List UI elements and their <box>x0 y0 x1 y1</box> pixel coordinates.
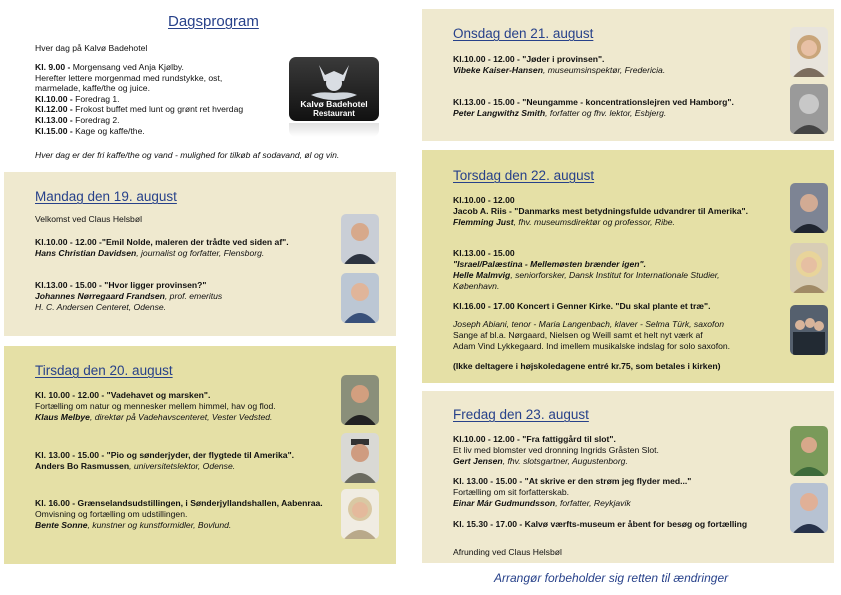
speaker-photo <box>790 426 828 476</box>
daily-text: Herefter lettere morgenmad med rundstykke, ost, <box>35 72 223 83</box>
monday-talk2-speaker: Johannes Nørregaard Frandsen <box>35 291 165 301</box>
friday-talk2-role: , forfatter, Reykjavik <box>555 498 631 508</box>
tuesday-talk1-desc: Fortælling om natur og mennesker mellem himmel, hav og flod. <box>35 401 276 411</box>
daily-time: Kl. 9.00 - <box>35 62 71 72</box>
speaker-photo <box>341 489 379 539</box>
speaker-photo <box>790 243 828 293</box>
thursday-talk2-role2: København. <box>453 281 500 291</box>
daily-schedule <box>35 62 243 136</box>
speaker-photo <box>341 375 379 425</box>
monday-talk2-role2: H. C. Andersen Centeret, Odense. <box>35 302 167 312</box>
tuesday-talk3-speaker: Bente Sonne <box>35 520 88 530</box>
friday-talk2-title: Kl. 13.00 - 15.00 - "At skrive er den strøm jeg flyder med..." <box>453 476 692 486</box>
daily-text: Foredrag 1. <box>72 93 120 104</box>
daily-text: Frokost buffet med lunt og grønt ret hverdag <box>72 104 244 115</box>
people-icon <box>790 305 828 355</box>
thursday-talk2-title: "Israel/Palæstina - Mellemøsten brænder igen". <box>453 259 646 269</box>
speaker-photo <box>790 84 828 134</box>
tuesday-talk2-title: Kl. 13.00 - 15.00 - "Pio og sønderjyder, der flygtede til Amerika". <box>35 450 295 460</box>
person-icon <box>341 375 379 425</box>
tuesday-talk1-title: Kl. 10.00 - 12.00 - "Vadehavet og marsken". <box>35 390 211 400</box>
friday-talk2-desc: Fortælling om sit forfatterskab. <box>453 487 570 497</box>
daily-text: Foredrag 2. <box>72 114 120 125</box>
daily-text: Kage og kaffe/the. <box>72 125 145 136</box>
person-icon <box>790 84 828 134</box>
daily-intro: Hver dag på Kalvø Badehotel <box>35 43 148 53</box>
group-photo <box>790 305 828 355</box>
tuesday-talk2-role: , universitetslektor, Odense. <box>129 461 236 471</box>
speaker-photo <box>790 483 828 533</box>
thursday-talk1-role: , fhv. museumsdirektør og professor, Ribe. <box>513 217 675 227</box>
thursday-talk3-title: Kl.16.00 - 17.00 Koncert i Genner Kirke. "Du skal plante et træ". <box>453 301 711 311</box>
monday-talk1-role: , journalist og forfatter, Flensborg. <box>136 248 265 258</box>
person-icon <box>790 483 828 533</box>
friday-talk1-desc: Et liv med blomster ved dronning Ingrids Gråsten Slot. <box>453 445 659 455</box>
monday-talk2-title: Kl.13.00 - 15.00 - "Hvor ligger provinsen?" <box>35 280 207 290</box>
tuesday-talk3-role: , kunstner og kunstformidler, Bovlund. <box>87 520 232 530</box>
logo-name: Kalvø Badehotel <box>300 99 368 109</box>
thursday-talk1-speaker: Flemming Just <box>453 217 514 227</box>
thursday-talk3-desc: Sange af bl.a. Nørgaard, Nielsen og Weill samt et helt nyt værk af <box>453 330 703 340</box>
daily-text: Morgensang ved Anja Kjølby. <box>70 62 184 72</box>
speaker-photo <box>790 27 828 77</box>
daily-time: Kl.15.00 - <box>35 125 73 136</box>
restaurant-logo <box>289 57 379 121</box>
friday-talk1-role: , fhv. slotsgartner, Augustenborg. <box>502 456 628 466</box>
wednesday-talk1-speaker: Vibeke Kaiser-Hansen <box>453 65 543 75</box>
tuesday-talk3-title: Kl. 16.00 - Grænselandsudstillingen, i Sønderjyllandshallen, Aabenraa. <box>35 498 323 508</box>
person-icon <box>341 433 379 483</box>
tuesday-talk2-speaker: Anders Bo Rasmussen <box>35 461 130 471</box>
wednesday-talk2-role: , forfatter og fhv. lektor, Esbjerg. <box>545 108 667 118</box>
person-icon <box>790 27 828 77</box>
thursday-note: (Ikke deltagere i højskoledagene entré kr.75, som betales i kirken) <box>453 361 721 371</box>
thursday-talk2-time: Kl.13.00 - 15.00 <box>453 248 515 258</box>
speaker-photo <box>341 273 379 323</box>
speaker-photo <box>341 433 379 483</box>
thursday-talk1-title: Jacob A. Riis - "Danmarks mest betydningsfulde udvandrer til Amerika". <box>453 206 749 216</box>
person-icon <box>790 183 828 233</box>
tuesday-talk1-role: , direktør på Vadehavscenteret, Vester Vedsted. <box>89 412 273 422</box>
daily-time: Kl.10.00 - <box>35 93 73 104</box>
thursday-talk3-desc: Adam Vind Lykkegaard. Ind imellem musikalske indslag for solo saxofon. <box>453 341 731 351</box>
thursday-talk2-role: , seniorforsker, Dansk Institut for Internationale Studier, <box>510 270 720 280</box>
friday-talk3-title: Kl. 15.30 - 17.00 - Kalvø værfts-museum er åbent for besøg og fortælling <box>453 519 748 529</box>
tuesday-talk3-desc: Omvisning og fortælling om udstillingen. <box>35 509 188 519</box>
page-title: Dagsprogram <box>168 13 259 30</box>
thursday-talk3-performers: Joseph Abiani, tenor - Maria Langenbach, klaver - Selma Türk, saxofon <box>453 319 725 329</box>
wednesday-title: Onsdag den 21. august <box>453 26 594 41</box>
speaker-photo <box>790 183 828 233</box>
thursday-talk2-speaker: Helle Malmvig <box>453 270 511 280</box>
monday-talk2-role: , prof. emeritus <box>164 291 223 301</box>
daily-time: Kl.12.00 - <box>35 104 73 115</box>
thursday-title: Torsdag den 22. august <box>453 168 595 183</box>
wednesday-talk1-title: Kl.10.00 - 12.00 - "Jøder i provinsen". <box>453 54 605 64</box>
logo-reflection <box>289 123 379 137</box>
friday-talk1-speaker: Gert Jensen <box>453 456 503 466</box>
tuesday-talk1-speaker: Klaus Melbye <box>35 412 90 422</box>
person-icon <box>790 426 828 476</box>
friday-closing: Afrunding ved Claus Helsbøl <box>453 547 562 557</box>
tuesday-title: Tirsdag den 20. august <box>35 363 173 378</box>
friday-talk2-speaker: Einar Már Gudmundsson <box>453 498 556 508</box>
daily-text: marmelade, kaffe/the og juice. <box>35 83 150 94</box>
monday-welcome: Velkomst ved Claus Helsbøl <box>35 214 142 224</box>
friday-talk1-title: Kl.10.00 - 12.00 - "Fra fattiggård til slot". <box>453 434 616 444</box>
daily-note: Hver dag er der fri kaffe/the og vand - mulighed for tilkøb af sodavand, øl og vin. <box>35 150 340 160</box>
wednesday-talk2-title: Kl.13.00 - 15.00 - "Neungamme - koncentrationslejren ved Hamborg". <box>453 97 734 107</box>
friday-title: Fredag den 23. august <box>453 407 589 422</box>
monday-talk1-title: Kl.10.00 - 12.00 -"Emil Nolde, maleren der trådte ved siden af". <box>35 237 289 247</box>
speaker-photo <box>341 214 379 264</box>
person-icon <box>341 273 379 323</box>
logo-subtitle: Restaurant <box>313 109 355 118</box>
monday-title: Mandag den 19. august <box>35 189 177 204</box>
wednesday-talk2-speaker: Peter Langwithz Smith <box>453 108 546 118</box>
daily-time: Kl.13.00 - <box>35 114 73 125</box>
wednesday-talk1-role: , museumsinspektør, Fredericia. <box>542 65 666 75</box>
footer-note: Arrangør forbeholder sig retten til ændringer <box>494 571 729 585</box>
thursday-talk1-time: Kl.10.00 - 12.00 <box>453 195 515 205</box>
person-icon <box>341 489 379 539</box>
monday-talk1-speaker: Hans Christian Davidsen <box>35 248 137 258</box>
person-icon <box>341 214 379 264</box>
person-icon <box>790 243 828 293</box>
